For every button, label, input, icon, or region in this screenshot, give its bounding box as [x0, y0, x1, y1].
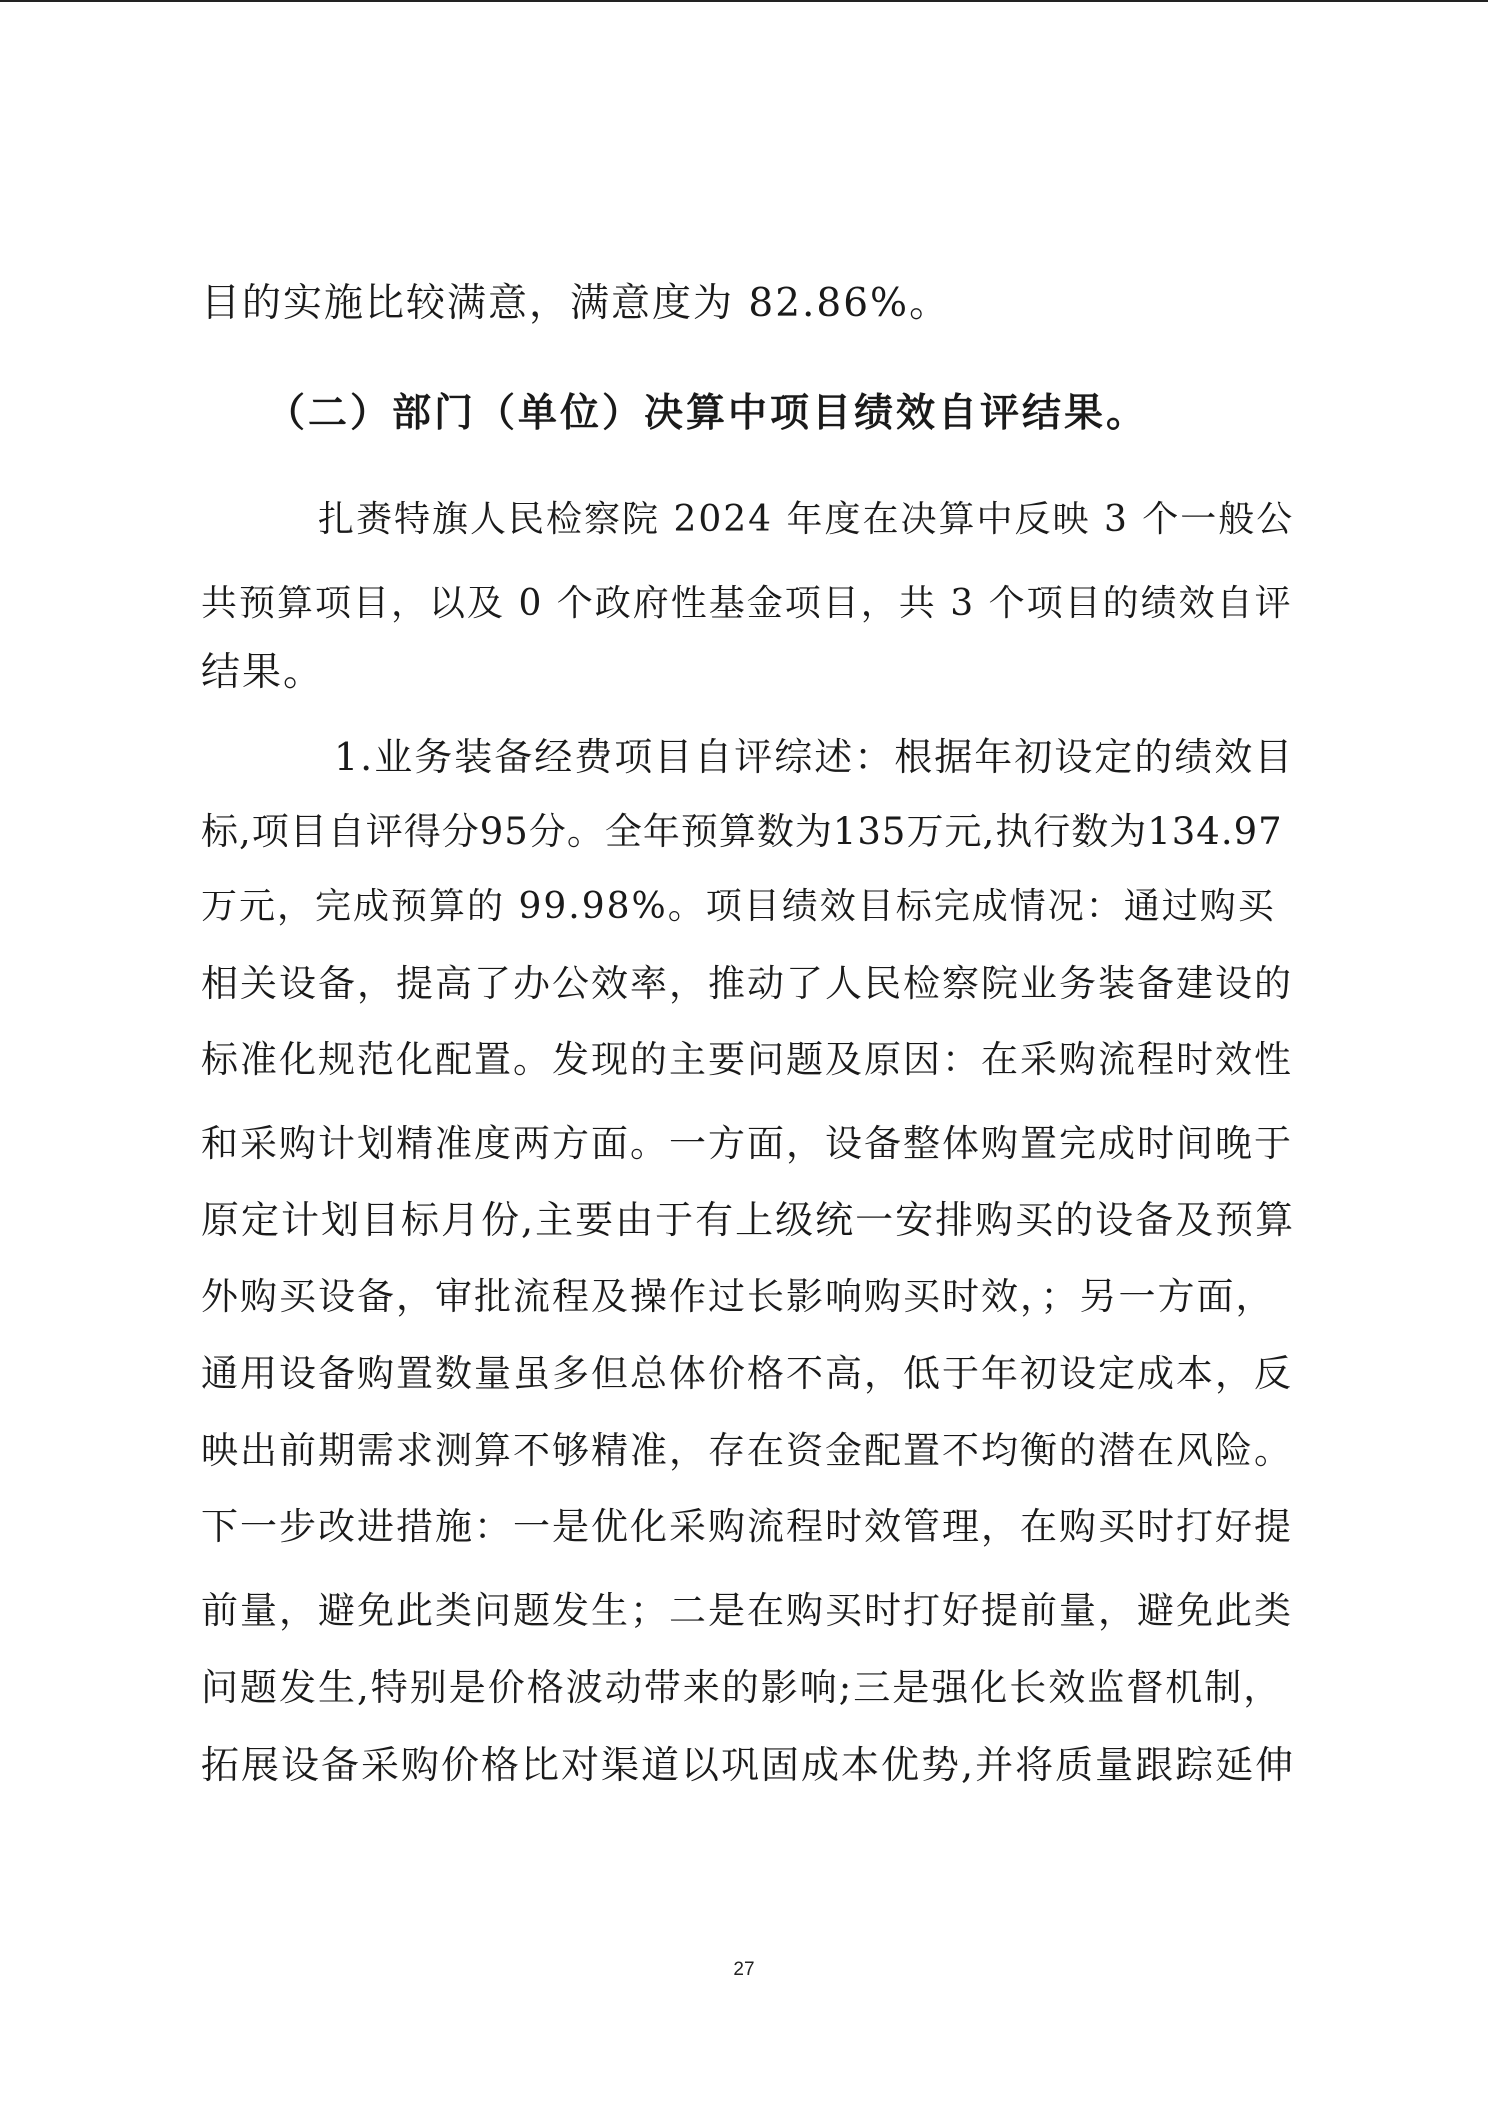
text-line: 前量，避免此类问题发生；二是在购买时打好提前量，避免此类 [201, 1589, 1293, 1632]
text-line: 原定计划目标月份,主要由于有上级统一安排购买的设备及预算 [201, 1198, 1296, 1242]
text-line: 1.业务装备经费项目自评综述：根据年初设定的绩效目 [334, 735, 1295, 779]
text-line: 下一步改进措施：一是优化采购流程时效管理，在购买时打好提 [201, 1505, 1293, 1548]
page-top-border [0, 0, 1488, 2]
text-line: 结果。 [201, 650, 325, 695]
text-line: 万元，完成预算的 99.98%。项目绩效目标完成情况：通过购买 [201, 886, 1276, 927]
text-line: 标准化规范化配置。发现的主要问题及原因：在采购流程时效性 [201, 1038, 1293, 1081]
text-line: 问题发生,特别是价格波动带来的影响;三是强化长效监督机制， [201, 1666, 1283, 1709]
text-line: 扎赉特旗人民检察院 2024 年度在决算中反映 3 个一般公 [318, 499, 1295, 540]
text-line: 拓展设备采购价格比对渠道以巩固成本优势,并将质量跟踪延伸 [201, 1743, 1296, 1787]
text-line: 目的实施比较满意，满意度为 82.86%。 [201, 281, 951, 326]
text-line: 外购买设备，审批流程及操作过长影响购买时效，；另一方面， [201, 1275, 1275, 1318]
text-line: 通用设备购置数量虽多但总体价格不高，低于年初设定成本，反 [201, 1352, 1293, 1395]
section-heading: （二）部门（单位）决算中项目绩效自评结果。 [266, 391, 1149, 436]
text-line: 共预算项目，以及 0 个政府性基金项目，共 3 个项目的绩效自评 [201, 583, 1293, 624]
page-number: 27 [733, 1959, 755, 1980]
text-line: 和采购计划精准度两方面。一方面，设备整体购置完成时间晚于 [201, 1122, 1293, 1165]
text-line: 标,项目自评得分95分。全年预算数为135万元,执行数为134.97 [201, 810, 1283, 853]
text-line: 相关设备，提高了办公效率，推动了人民检察院业务装备建设的 [201, 962, 1293, 1005]
text-line: 映出前期需求测算不够精准，存在资金配置不均衡的潜在风险。 [201, 1429, 1293, 1472]
